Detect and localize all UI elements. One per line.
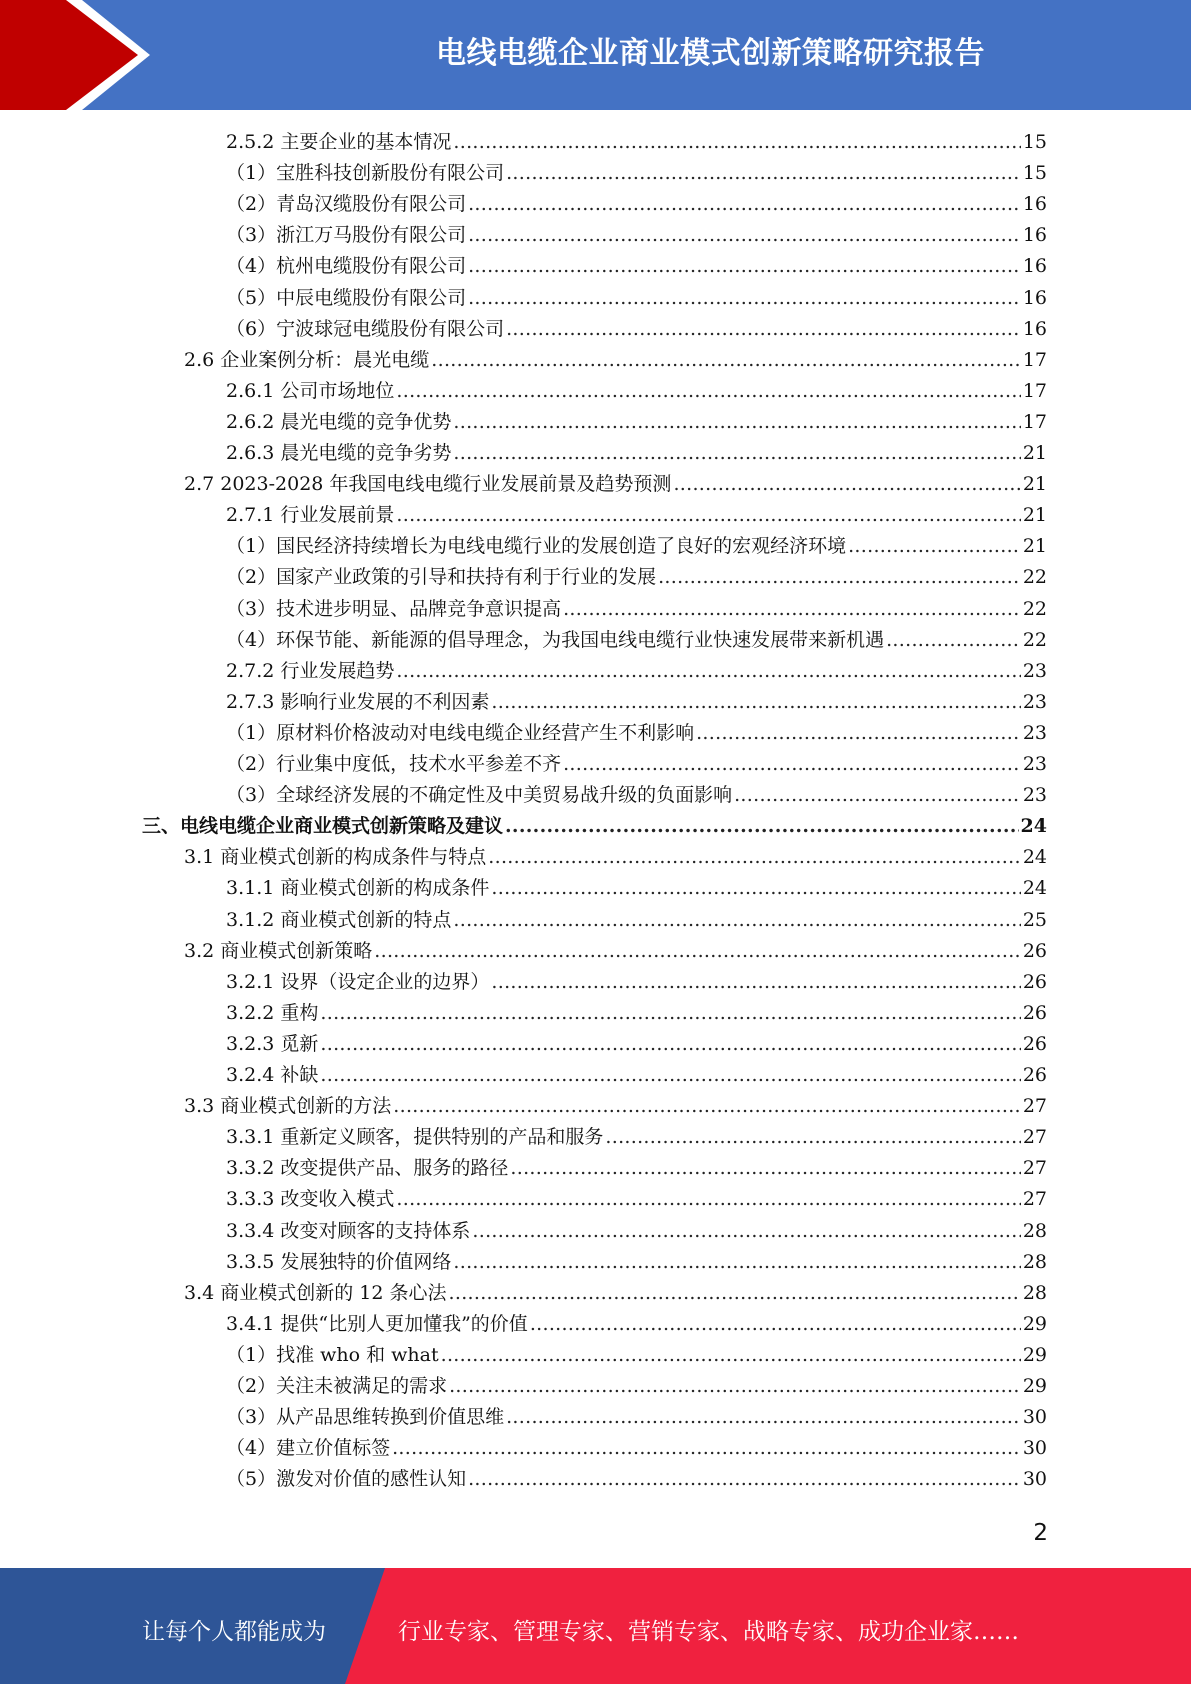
toc-entry[interactable] [184,1091,1047,1122]
toc-entry-title: （5）激发对价值的感性认知 [226,1468,467,1491]
toc-entry-title: （2）行业集中度低，技术水平参差不齐 [226,753,562,775]
toc-entry-page: 26 [1022,1032,1047,1055]
toc-entry-title: 三、电线电缆企业商业模式创新策略及建议 [142,815,504,838]
toc-entry-title: （3）浙江万马股份有限公司 [226,224,467,247]
toc-entry-page: 24 [1022,877,1047,900]
toc-entry-page: 21 [1022,504,1047,527]
toc-dot-leader [734,780,1021,811]
toc-dot-leader [453,407,1020,438]
toc-entry-title: 2.7 2023-2028 年我国电线电缆行业发展前景及趋势预测 [184,473,672,496]
toc-entry-page: 23 [1022,753,1047,775]
toc-entry-title: （2）国家产业政策的引导和扶持有利于行业的发展 [226,566,657,589]
toc-entry-title: 3.2.3 觅新 [226,1032,319,1055]
toc-entry-page: 16 [1022,193,1047,216]
toc-entry[interactable] [226,251,1047,282]
toc-entry[interactable] [226,1464,1047,1495]
toc-dot-leader [396,500,1020,531]
toc-entry-page: 29 [1022,1375,1047,1397]
toc-dot-leader [396,656,1020,687]
toc-dot-leader [673,469,1020,500]
toc-entry[interactable] [226,1402,1047,1433]
toc-entry-page: 27 [1022,1188,1047,1211]
toc-entry-page: 21 [1022,473,1047,496]
toc-entry[interactable] [184,1278,1047,1309]
toc-entry-title: （2）关注未被满足的需求 [226,1375,448,1397]
toc-dot-leader [374,936,1021,967]
toc-entry-title: 3.2.1 设界（设定企业的边界） [226,970,490,993]
chevron-decoration-icon [0,0,138,110]
toc-entry[interactable] [226,127,1047,158]
toc-entry-title: （1）找准 who 和 what [226,1343,439,1366]
toc-entry-title: 3.3.2 改变提供产品、服务的路径 [226,1157,509,1180]
toc-entry-page: 26 [1022,939,1047,962]
toc-entry[interactable] [226,1309,1047,1340]
toc-dot-leader [320,1060,1020,1091]
toc-entry-title: 3.3.3 改变收入模式 [226,1188,395,1211]
toc-entry-title: （3）从产品思维转换到价值思维 [226,1406,505,1429]
toc-dot-leader [696,718,1021,749]
toc-dot-leader [506,1402,1021,1433]
toc-entry-title: （6）宁波球冠电缆股份有限公司 [226,317,505,340]
toc-entry-title: 3.1.1 商业模式创新的构成条件 [226,877,490,900]
toc-entry[interactable] [184,842,1047,873]
toc-entry[interactable] [226,158,1047,189]
toc-entry[interactable] [226,1433,1047,1464]
toc-entry-page: 24 [1020,815,1047,838]
toc-entry[interactable] [226,500,1047,531]
toc-dot-leader [449,1278,1021,1309]
toc-entry-page: 22 [1022,566,1047,589]
toc-dot-leader [506,158,1021,189]
toc-dot-leader [453,1247,1020,1278]
toc-entry-title: 3.3 商业模式创新的方法 [184,1095,392,1118]
toc-dot-leader [472,1216,1020,1247]
toc-entry[interactable] [226,998,1047,1029]
toc-entry-title: （3）技术进步明显、品牌竞争意识提高 [226,597,562,620]
toc-entry[interactable] [226,438,1047,469]
toc-entry-page: 27 [1022,1095,1047,1118]
toc-entry-title: 2.6.2 晨光电缆的竞争优势 [226,410,452,433]
toc-entry-title: 2.6 企业案例分析：晨光电缆 [184,348,430,371]
toc-dot-leader [468,189,1021,220]
footer-band [0,1568,1191,1684]
toc-entry-title: 3.2.4 补缺 [226,1064,319,1086]
toc-entry[interactable] [226,189,1047,220]
toc-entry-page: 22 [1022,597,1047,620]
toc-entry-title: 3.3.5 发展独特的价值网络 [226,1250,452,1273]
toc-entry-title: 3.2.2 重构 [226,1001,319,1024]
toc-dot-leader [505,811,1019,842]
toc-entry-page: 29 [1022,1312,1047,1335]
toc-entry-title: 3.2 商业模式创新策略 [184,939,373,962]
toc-entry-title: 3.3.4 改变对顾客的支持体系 [226,1219,471,1242]
toc-dot-leader [563,594,1021,625]
toc-dot-leader [320,1029,1020,1060]
toc-dot-leader [563,749,1021,780]
toc-entry[interactable] [226,656,1047,687]
toc-dot-leader [453,905,1020,936]
toc-dot-leader [491,873,1020,904]
toc-dot-leader [658,562,1021,593]
toc-entry[interactable] [226,562,1047,593]
toc-entry-title: （1）国民经济持续增长为电线电缆行业的发展创造了良好的宏观经济环境 [226,535,847,558]
toc-dot-leader [468,251,1021,282]
toc-entry-title: 3.4 商业模式创新的 12 条心法 [184,1281,447,1304]
toc-dot-leader [468,220,1021,251]
toc-dot-leader [453,438,1020,469]
toc-entry-page: 24 [1022,846,1047,869]
toc-entry[interactable] [184,345,1047,376]
toc-entry-title: （2）青岛汉缆股份有限公司 [226,193,467,216]
toc-entry[interactable] [226,905,1047,936]
toc-dot-leader [468,1464,1021,1495]
toc-entry-page: 23 [1022,690,1047,713]
toc-entry[interactable] [226,1371,1047,1402]
toc-dot-leader [605,1122,1020,1153]
document-title: 电线电缆企业商业模式创新策略研究报告 [436,36,985,71]
toc-entry-page: 30 [1022,1468,1047,1491]
toc-entry[interactable] [226,1153,1047,1184]
toc-entry-title: 2.7.3 影响行业发展的不利因素 [226,690,490,713]
header-band [0,0,1191,110]
toc-dot-leader [396,1184,1020,1215]
toc-entry[interactable] [226,687,1047,718]
toc-dot-leader [488,842,1021,873]
toc-entry-page: 30 [1022,1406,1047,1429]
toc-dot-leader [320,998,1020,1029]
toc-entry-page: 16 [1022,317,1047,340]
footer-slogan-left: 让每个人都能成为 [142,1619,326,1645]
toc-entry-page: 28 [1022,1219,1047,1242]
toc-entry[interactable] [226,407,1047,438]
toc-entry-page: 30 [1022,1437,1047,1460]
toc-entry[interactable] [226,1122,1047,1153]
toc-entry[interactable] [226,780,1047,811]
toc-dot-leader [453,127,1020,158]
toc-dot-leader [886,625,1021,656]
toc-entry-page: 23 [1022,784,1047,807]
page-number: 2 [1033,1520,1048,1546]
toc-entry-page: 28 [1022,1281,1047,1304]
toc-entry[interactable] [226,1247,1047,1278]
toc-dot-leader [848,531,1021,562]
toc-entry-title: 2.6.1 公司市场地位 [226,379,395,402]
toc-entry-page: 26 [1022,970,1047,993]
toc-entry-page: 21 [1022,442,1047,464]
toc-entry[interactable] [226,1216,1047,1247]
toc-entry-page: 15 [1022,162,1047,185]
toc-entry-title: （1）原材料价格波动对电线电缆企业经营产生不利影响 [226,721,695,744]
toc-entry[interactable] [226,314,1047,345]
toc-entry-page: 28 [1022,1250,1047,1273]
toc-entry[interactable] [226,1029,1047,1060]
toc-entry[interactable] [226,283,1047,314]
toc-entry[interactable] [226,1340,1047,1371]
toc-entry-page: 26 [1022,1064,1047,1086]
toc-entry-title: 2.5.2 主要企业的基本情况 [226,131,452,153]
toc-dot-leader [491,687,1020,718]
toc-entry-title: 3.4.1 提供“比别人更加懂我”的价值 [226,1312,528,1335]
toc-entry-page: 23 [1022,721,1047,744]
toc-entry-page: 29 [1022,1343,1047,1366]
toc-entry-page: 17 [1022,379,1047,402]
toc-entry-title: 2.7.2 行业发展趋势 [226,659,395,682]
toc-entry-title: （5）中辰电缆股份有限公司 [226,286,467,309]
toc-dot-leader [506,314,1021,345]
toc-entry-title: （4）环保节能、新能源的倡导理念，为我国电线电缆行业快速发展带来新机遇 [226,628,885,651]
toc-dot-leader [392,1433,1021,1464]
toc-entry-title: （4）杭州电缆股份有限公司 [226,255,467,278]
toc-dot-leader [510,1153,1020,1184]
toc-entry[interactable] [226,718,1047,749]
toc-dot-leader [431,345,1021,376]
toc-entry[interactable] [226,873,1047,904]
toc-entry-title: 3.1 商业模式创新的构成条件与特点 [184,846,487,869]
toc-entry[interactable] [226,625,1047,656]
toc-entry-page: 25 [1022,908,1047,931]
toc-entry[interactable] [226,220,1047,251]
toc-entry-title: （1）宝胜科技创新股份有限公司 [226,162,505,185]
toc-entry[interactable] [226,749,1047,780]
toc-entry-title: （4）建立价值标签 [226,1437,391,1460]
toc-entry[interactable] [226,1184,1047,1215]
toc-dot-leader [393,1091,1021,1122]
toc-entry[interactable] [184,936,1047,967]
toc-entry-page: 16 [1022,286,1047,309]
toc-entry-page: 27 [1022,1157,1047,1180]
toc-entry-page: 22 [1022,628,1047,651]
toc-dot-leader [530,1309,1021,1340]
toc-entry[interactable] [184,469,1047,500]
toc-entry-title: 2.6.3 晨光电缆的竞争劣势 [226,442,452,464]
toc-dot-leader [468,283,1021,314]
toc-entry[interactable] [226,376,1047,407]
toc-entry-title: 3.1.2 商业模式创新的特点 [226,908,452,931]
toc-entry[interactable] [226,594,1047,625]
toc-entry-page: 17 [1022,410,1047,433]
toc-entry-page: 27 [1022,1126,1047,1149]
toc-dot-leader [491,967,1020,998]
toc-entry[interactable] [226,531,1047,562]
toc-entry[interactable] [142,811,1047,842]
toc-dot-leader [449,1371,1021,1402]
footer-slogan-right: 行业专家、管理专家、营销专家、战略专家、成功企业家…… [398,1619,1019,1645]
toc-entry[interactable] [226,1060,1047,1091]
toc-entry-page: 15 [1022,131,1047,153]
toc-dot-leader [396,376,1020,407]
toc-entry-page: 23 [1022,659,1047,682]
toc-entry[interactable] [226,967,1047,998]
toc-entry-page: 21 [1022,535,1047,558]
toc-entry-page: 17 [1022,348,1047,371]
toc-entry-page: 16 [1022,255,1047,278]
toc-entry-title: 3.3.1 重新定义顾客，提供特别的产品和服务 [226,1126,604,1149]
toc-dot-leader [441,1340,1021,1371]
toc-entry-title: 2.7.1 行业发展前景 [226,504,395,527]
toc-entry-page: 26 [1022,1001,1047,1024]
toc-entry-page: 16 [1022,224,1047,247]
toc-entry-title: （3）全球经济发展的不确定性及中美贸易战升级的负面影响 [226,784,733,807]
